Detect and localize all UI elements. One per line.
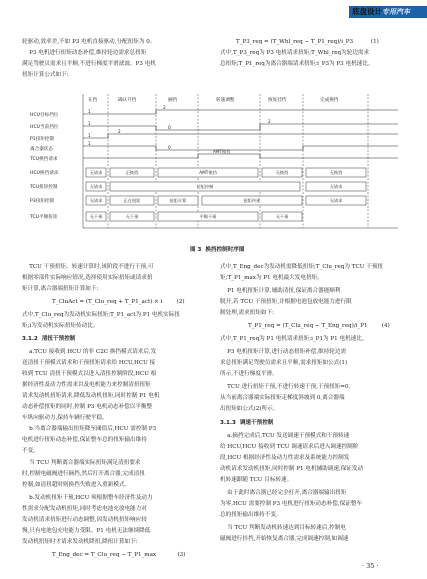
phase-label: 恢复挂挡 xyxy=(268,98,287,103)
body-line: a.摘挡完成后,TCU 发送调速干预模式和干预转速 xyxy=(220,433,350,439)
box-label: 无请求 xyxy=(329,198,343,203)
body-line: 送清扭干预模式请求和干预扭矩请求给 HCU,HCU 接 xyxy=(22,360,156,366)
body-line: 根据零部件实际响应情况,选择使用实际扭矩或请求扭 xyxy=(22,275,153,281)
page-header xyxy=(0,0,427,24)
signal-value: 1 xyxy=(88,141,91,146)
signal-value: 1 xyxy=(88,133,91,138)
signal-value: 2 xyxy=(163,105,166,110)
signal-value: 0 xyxy=(168,145,171,150)
row-label: P1扭矩控制 xyxy=(30,137,55,142)
body-line: 制处理,需求扭矩如下: xyxy=(220,310,275,316)
equation-3: T_Eng_dec = T_Clu_req − T_P1_max (3) xyxy=(52,552,186,558)
box-label: 无换挡 xyxy=(329,170,343,175)
equation-2: T_CluAct = (T_Clu_req + T_P1_act) × i (2) xyxy=(52,299,185,305)
body-line: 当 TCU 判断离合器端实际扭矩满足清扭要求 xyxy=(22,460,141,466)
body-line: 矩;T_P1_max为 P1 电机最大发电扭矩。 xyxy=(220,275,323,281)
row-label: TCU换挡请求 xyxy=(30,157,58,162)
box-label: AMT换挡 xyxy=(199,170,217,175)
brand-logo: 专用汽车 xyxy=(382,8,410,16)
left-top-line-1: 轮驱动,效率差,不如 P3 电机直接驱动,分配扭矩为 0。 xyxy=(22,39,156,45)
row-label: P3扭矩控制 xyxy=(30,199,55,204)
page-number: · 35 · xyxy=(362,562,379,570)
body-line: 车纵向驱动力,保持车辆行驶平稳。 xyxy=(22,415,108,421)
body-line: 发动机请求扭矩进行动态调整,因发动机扭矩响应较 xyxy=(22,517,147,523)
body-line: 出扭矩如公式(2)所示。 xyxy=(220,406,279,412)
body-line: 从当前离合器端实际扭矩走梯度斜坡到 0,离合器端 xyxy=(220,395,345,401)
signal-value: 2 xyxy=(268,119,271,124)
body-line: TCU 干预扭矩、转速计算时,该阶段不进行干预,可 xyxy=(22,264,154,270)
box-label: 无干预 xyxy=(125,214,139,219)
body-line: 式中,T_Clu_req为发动机实际扭矩;T_P1_act为 P1 电机实际扭 xyxy=(22,312,180,318)
body-line: 为零,HCU 需要控制 P3 电机进行扭矩动态补偿,保证整车 xyxy=(220,501,362,507)
body-line: 段,HCU 根据经济性及动力性需求及系统能力控制发 xyxy=(220,455,350,461)
row-label: TCU扭矩控制 xyxy=(30,185,58,190)
box-label: 扭矩控制 xyxy=(196,184,214,189)
body-line: 不变。 xyxy=(22,448,39,454)
body-line: 所示,不进行梯度平滑。 xyxy=(220,371,278,377)
box-label: 扭矩传递 xyxy=(243,198,261,203)
row-label: TCU平顺扭矩 xyxy=(30,215,58,220)
row-label: HCU当前挡位 xyxy=(30,125,59,130)
box-label: 无换挡 xyxy=(275,170,289,175)
row-label: HCU目标挡位 xyxy=(30,113,59,118)
signal-value: 1 xyxy=(88,109,91,114)
box-label: 扭矩计算 xyxy=(169,198,187,203)
body-line: 由于此时离合器已经完全打开,离合器端输出扭矩 xyxy=(220,490,347,496)
body-line: 收到 TCU 清扭干预模式以进入清扭控制阶段,HCU 根 xyxy=(22,371,157,377)
box-label: 无干预 xyxy=(89,214,103,219)
left-top-line-3: 满足驾驶员需求且平顺,不进行梯度平滑滤波。P3 电机 xyxy=(22,61,156,67)
equation-1: T_P3_req = (T_Whl_req − T_P1_req)/i_P3 (1) xyxy=(236,39,379,45)
phase-label: 摘挡 xyxy=(168,98,178,103)
phase-label: 转速调整 xyxy=(216,98,235,103)
shift-timing-diagram xyxy=(28,88,402,235)
left-top-line-4: 扭矩计算公式如下: xyxy=(22,72,69,78)
equation-1-desc-2: 总扭矩;T_P1_req为离合器端请求扭矩;i_P3为 P3 电机速比。 xyxy=(220,61,374,67)
signal-value: 2 xyxy=(118,129,121,134)
body-line: 机转速跟随 TCU 目标转速。 xyxy=(220,477,293,483)
body-line: 当 TCU 判断发动机转速达到目标转速后,控制电 xyxy=(220,525,346,531)
section-title: 底盘设计 xyxy=(352,7,382,16)
box-label: 平顺干预 xyxy=(199,214,217,219)
body-line: P1 电机扭矩计算,辅助清扭,保证离合器能顺利 xyxy=(220,288,341,294)
box-label: 无干预 xyxy=(275,214,289,219)
body-line: 求总扭矩满足驾驶员需求且平顺,需求扭矩如公式(1) xyxy=(220,360,348,366)
equation-4: T_P1_req = (T_Clu_req − T_Eng_req)/i_P1 (4) xyxy=(248,323,390,329)
signal-value: 0 xyxy=(168,125,171,130)
body-line: 性需求分配发动机扭矩,同时考虑电池充放电能力对 xyxy=(22,506,147,512)
body-line: 式中,T_P1_req为 P1 电机请求扭矩;i_P1为 P1 电机速比。 xyxy=(220,336,368,342)
body-line: 总的扭矩输出维持不变。 xyxy=(220,512,282,518)
body-line: 时,控制电磁阀进行摘挡,然后打开离合器,完成清扭 xyxy=(22,471,145,477)
box-label: 无请求 xyxy=(89,170,103,175)
body-line: a.TCU 接收到 HCU 的非 C2C 换挡模式请求后,发 xyxy=(22,349,157,355)
body-line: 电机进行扭矩动态补偿,保证整车总的扭矩输出维持 xyxy=(22,437,147,443)
body-line: b.发动机扭矩干预,HCU 须根据整车经济性及动力 xyxy=(22,495,153,501)
body-line: 动态补偿扭矩的同时,控制 P3 电机动态补偿以平衡整 xyxy=(22,404,153,410)
row-label: 离合器状态 xyxy=(30,147,53,152)
body-line: 慢,只有电池包充电能力受限、P1 电机无法继续降低 xyxy=(22,528,151,534)
box-label: 正换挡 xyxy=(125,170,139,175)
body-line: 发动机扭矩时才请求发动机降扭,降扭计算如下: xyxy=(22,539,138,545)
body-line: 动机请求发动机扭矩,同时控制 P1 电机辅助调速,保证发动 xyxy=(220,466,364,472)
section-heading: 3.1.3 调速干预控制 xyxy=(220,420,274,426)
body-line: 式中,T_Eng_dec为发动机需降低扭矩;T_Clu_req为 TCU 干预扭 xyxy=(220,264,384,270)
phase-label: 在挡 xyxy=(88,98,98,103)
body-line: 磁阀进行挂挡,开始恢复离合器,完成调速控制,如调速 xyxy=(220,536,349,542)
equation-1-desc-1: 式中,T_P3_req为 P3 电机请求扭矩;T_Whl_req为轮边需求 xyxy=(220,50,370,56)
signal-value: 1 xyxy=(88,121,91,126)
body-line: TCU 进行扭矩干预,不进行转速干预,干预扭矩=0, xyxy=(220,384,351,390)
figure-caption: 图 3 换挡控制时序图 xyxy=(190,247,245,253)
body-line: 矩计算,离合器端扭矩计算如下: xyxy=(22,286,99,292)
body-line: 矩;i为发动机实际扭矩传动比。 xyxy=(22,323,99,329)
left-top-line-2: P3 电机进行扭矩动态补偿,维持轮边需求总扭矩 xyxy=(22,50,147,56)
body-line: 脱开,若 TCU 干预扭矩,并根据电池包放电能力进行限 xyxy=(220,299,352,305)
section-heading: 3.1.2 清扭干预控制 xyxy=(22,336,76,342)
row-label: HCU换挡请求 xyxy=(30,171,59,176)
box-label: 正在扭矩 xyxy=(123,198,141,203)
box-label: 无请求 xyxy=(89,198,103,203)
body-line: 给 HCU,HCU 接收到 TCU 调速请求后进入调速控制阶 xyxy=(220,444,359,450)
signal-value: AMT换挡 xyxy=(213,149,231,154)
phase-label: 完成换挡 xyxy=(320,98,339,103)
body-line: b.当离合器端输出扭矩降至阈值后,HCU 需控制 P3 xyxy=(22,426,157,432)
box-label: 无请求 xyxy=(329,184,343,189)
phase-label: 确认升挡 xyxy=(118,98,137,103)
box-label: 无请求 xyxy=(89,184,103,189)
body-line: 请求发动机扭矩请求,降低发动机扭矩,同时控制 P1 电机 xyxy=(22,393,160,399)
body-line: P3 电机扭矩计算,进行动态扭矩补偿,维持轮边需 xyxy=(220,349,347,355)
body-line: 据经济性及动力性需求以及电机能力来控制清扭扭矩 xyxy=(22,382,151,388)
body-line: 控制,如清扭超时则换挡失败进入重新模式。 xyxy=(22,482,131,488)
